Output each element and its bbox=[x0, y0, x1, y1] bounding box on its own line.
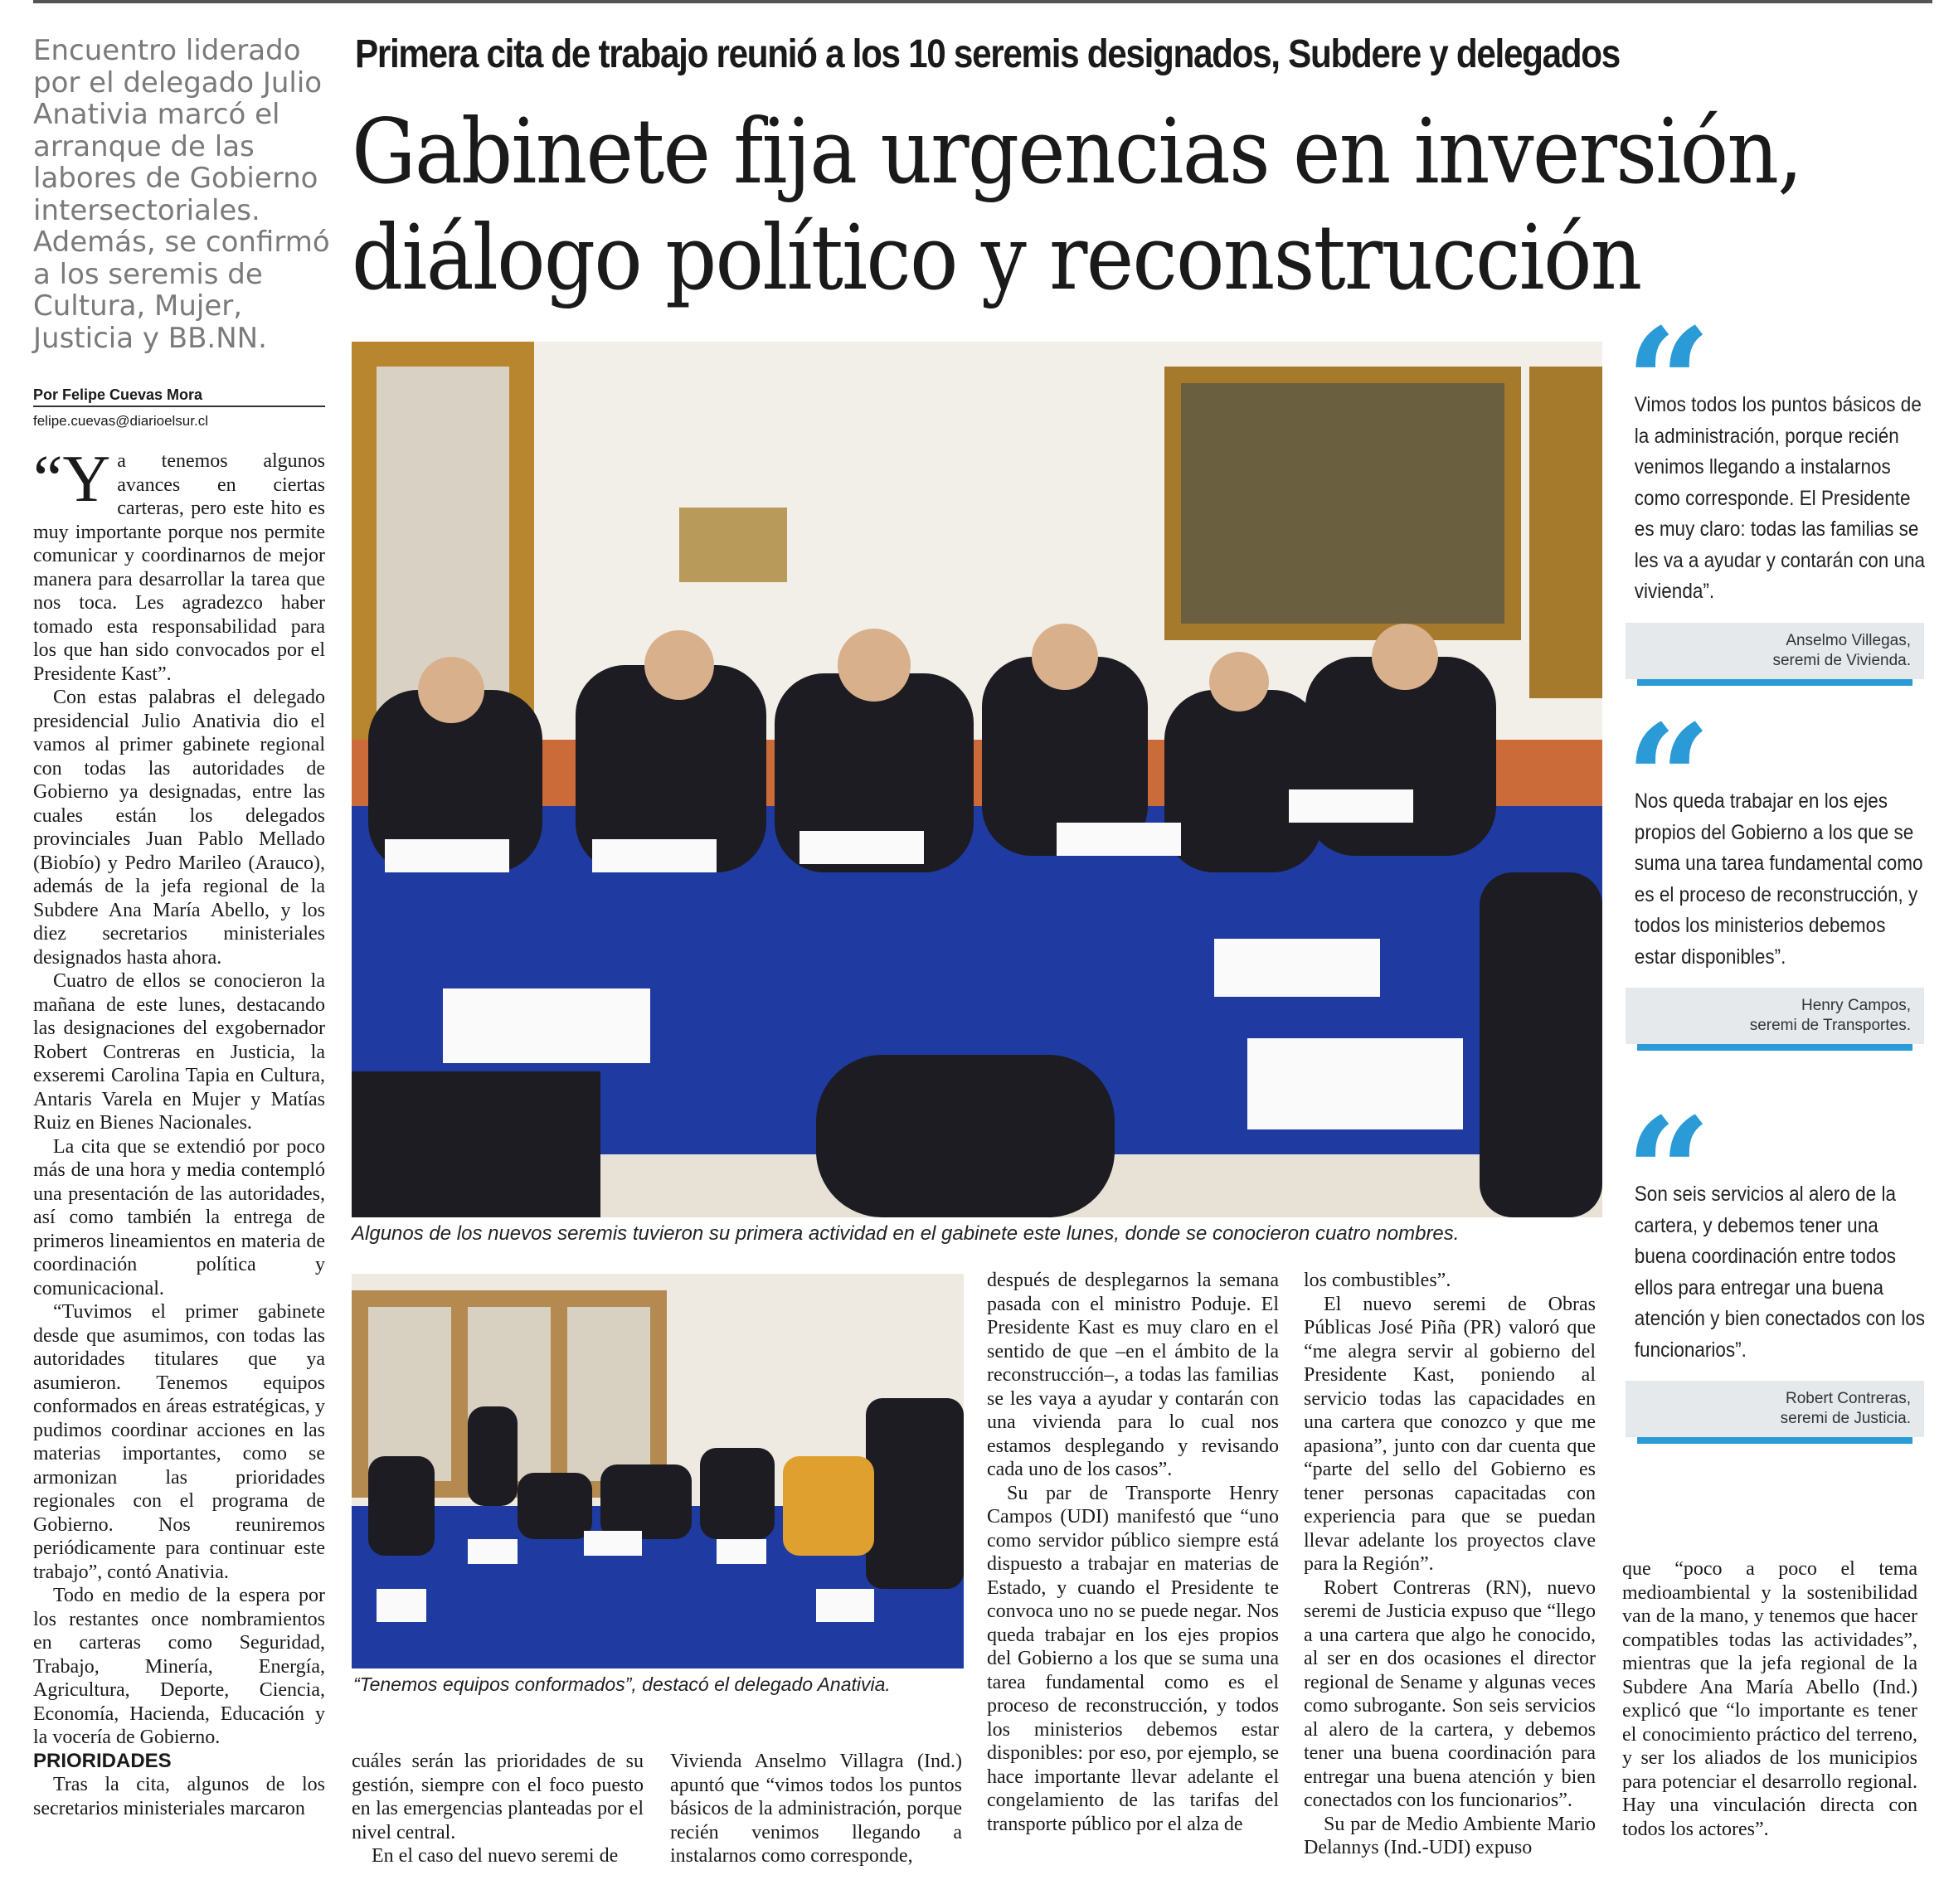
second-photo bbox=[352, 1274, 964, 1668]
paragraph: “Tuvimos el primer gabinete desde que asumimos, con todas las autoridades titulares que ya asumieron. Tenemos equipos conformados en áreas estratégicas, y pudimos coordinar acciones en las materias importantes, como se armonizan las prioridades regionales con el programa de Gobierno. Nos reuniremos periódicamente para continuar este trabajo”, contó Anativia. bbox=[33, 1301, 325, 1583]
body-column-3 bbox=[670, 1750, 962, 1868]
paragraph: los combustibles”. bbox=[1304, 1270, 1451, 1291]
pull-quote-attribution bbox=[1626, 623, 1924, 686]
pull-quote-attribution bbox=[1626, 988, 1924, 1051]
drop-cap: “Y bbox=[33, 443, 111, 516]
quote-author: Robert Contreras, bbox=[1785, 1390, 1911, 1407]
pull-quote-text: Son seis servicios al alero de la cartera, y debemos tener una buena coordinación entre todos ellos para entregar una buena atención y bien conectados con los funcionarios”. bbox=[1634, 1183, 1926, 1362]
pull-quote-3 bbox=[1626, 1086, 1926, 1444]
quote-mark-icon: “ bbox=[1626, 296, 1695, 471]
headline-line-1: Gabinete fija urgencias en inversión, bbox=[352, 100, 1802, 204]
subhead: PRIORIDADES bbox=[33, 1749, 172, 1772]
body-column-6 bbox=[1622, 1557, 1917, 1841]
paragraph: Con estas palabras el delegado presidencial Julio Anativia dio el vamos al primer gabinete regional con todas las autoridades de Gobierno ya designadas, entre las cuales están los delegados provinciales Juan Pablo Mellado (Biobío) y Pedro Marileo (Arauco), además de la jefa regional de la Subdere Ana María Abello, y los diez secretarios ministeriales designados hasta ahora. bbox=[33, 687, 325, 969]
quote-role: seremi de Justicia. bbox=[1780, 1410, 1911, 1427]
headline-line-2: diálogo político y reconstrucción bbox=[352, 206, 1641, 310]
quote-mark-icon: “ bbox=[1626, 1086, 1695, 1260]
quote-mark-icon: “ bbox=[1626, 692, 1695, 867]
paragraph: La cita que se extendió por poco más de una hora y media contempló una presentación de las autoridades, así como también la entrega de primeros lineamientos en materia de coordinación política y comunicacional. bbox=[33, 1135, 325, 1299]
quote-accent-bar bbox=[1637, 1437, 1912, 1444]
paragraph: Cuatro de ellos se conocieron la mañana de este lunes, destacando las designaciones del exgobernador Robert Contreras en Justicia, la exseremi Carolina Tapia en Cultura, Antaris Varela en Mujer y Matías Ruiz en Bienes Nacionales. bbox=[33, 970, 325, 1134]
paragraph: Robert Contreras (RN), nuevo seremi de Justicia expuso que “llego a una cartera que algo he conocido, al ser en dos ocasiones el director regional de Sename y algunas veces como subrogante. Son seis servicios al alero de la cartera, y debemos tener una buena coordinación para entregar una buena atención y bien conectados con los funcionarios”. bbox=[1304, 1576, 1596, 1811]
body-column-2 bbox=[352, 1750, 644, 1868]
paragraph: “Ya tenemos algunos avances en ciertas carteras, pero este hito es muy importante porque nos permite comunicar y coordinarnos de mejor manera para desarrollar la tarea que nos toca. Les agradezco haber tomado esta responsabilidad para los que han sido convocados por el Presidente Kast”. bbox=[33, 443, 325, 685]
paragraph: El nuevo seremi de Obras Públicas José Piña (PR) valoró que “me alegra servir al gobierno del Presidente Kast, poniendo al servicio todas las capacidades en una cartera que conozco y que me apasiona”, junto con dar cuenta que “parte del sello del Gobierno es tener personas capacitadas con experiencia para que se puedan llevar adelante los proyectos clave para la Región”. bbox=[1304, 1293, 1596, 1575]
paragraph: En el caso del nuevo seremi de bbox=[372, 1845, 619, 1867]
paragraph: que “poco a poco el tema medioambiental y la sostenibilidad van de la mano, y tenemos que hacer compatibles todas las actividades”, mientras que la jefa regional de la Subdere Ana María Abello (Ind.) explicó que “lo importante es tener el conocimiento práctico del terreno, y ser los aliados de los municipios para potenciar el desarrollo regional. Hay una vinculación directa con todos los actores”. bbox=[1622, 1558, 1917, 1840]
main-photo bbox=[352, 342, 1602, 1217]
body-column-1 bbox=[33, 443, 325, 1820]
quote-accent-bar bbox=[1637, 679, 1912, 686]
pull-quote-text: Nos queda trabajar en los ejes propios del Gobierno a los que se suma una tarea fundamental como es el proceso de reconstrucción, y todos los ministerios debemos estar disponibles”. bbox=[1634, 789, 1923, 969]
paragraph: Vivienda Anselmo Villagra (Ind.) apuntó que “vimos todos los puntos básicos de la administración, porque recién venimos llegando a instalarnos como corresponde, bbox=[670, 1751, 962, 1867]
paragraph: Su par de Medio Ambiente Mario Delannys (Ind.-UDI) expuso bbox=[1304, 1813, 1596, 1858]
paragraph: Tras la cita, algunos de los secretarios ministeriales marcaron bbox=[33, 1774, 325, 1819]
main-photo-caption: Algunos de los nuevos seremis tuvieron su primera actividad en el gabinete este lunes, donde se conocieron cuatro nombres. bbox=[352, 1222, 1460, 1245]
body-column-5 bbox=[1304, 1269, 1596, 1860]
quote-author: Anselmo Villegas, bbox=[1786, 631, 1911, 649]
pull-quote-1 bbox=[1626, 296, 1926, 686]
quote-accent-bar bbox=[1637, 1044, 1912, 1051]
paragraph: Su par de Transporte Henry Campos (UDI) manifestó que “uno como servidor público siempre está dispuesto a trabajar en materias de Estado, y cuando el Presidente te convoca uno no se puede negar. Nos queda trabajar en los ejes propios del Gobierno a los que se suma una tarea fundamental como es el proceso de reconstrucción, y todos los ministerios debemos estar disponibles: por eso, por ejemplo, se hace importante llevar adelante el congelamiento de las tarifas del transporte público por el alza de bbox=[987, 1482, 1279, 1835]
kicker: Primera cita de trabajo reunió a los 10 seremis designados, Subdere y delegados bbox=[355, 32, 1620, 76]
pull-quote-2 bbox=[1626, 692, 1924, 1051]
quote-author: Henry Campos, bbox=[1801, 997, 1911, 1014]
pull-quote-attribution bbox=[1626, 1381, 1924, 1444]
paragraph: cuáles serán las prioridades de su gestión, siempre con el foco puesto en las emergencias planteadas por el nivel central. bbox=[352, 1751, 644, 1843]
quote-role: seremi de Vivienda. bbox=[1772, 651, 1911, 669]
top-rule bbox=[33, 0, 1932, 3]
paragraph: después de desplegarnos la semana pasada con el ministro Poduje. El Presidente Kast es muy claro en el sentido de que –en el ámbito de la reconstrucción–, a todas las familias se les vaya a ayudar y contarán con una vivienda para lo cual nos estamos desplegando y revisando cada uno de los casos”. bbox=[987, 1270, 1279, 1480]
second-photo-caption: “Tenemos equipos conformados”, destacó el delegado Anativia. bbox=[353, 1673, 891, 1695]
byline: Por Felipe Cuevas Mora bbox=[33, 386, 325, 407]
headline bbox=[352, 100, 1802, 312]
lede: Encuentro liderado por el delegado Julio Anativia marcó el arranque de las labores de Gobierno intersectoriales. Además, se confirmó a los seremis de Cultura, Mujer, Justicia y BB.NN. bbox=[33, 34, 330, 355]
body-column-4 bbox=[987, 1269, 1279, 1836]
quote-role: seremi de Transportes. bbox=[1749, 1017, 1911, 1034]
author-email[interactable]: felipe.cuevas@diarioelsur.cl bbox=[33, 413, 208, 429]
paragraph: Todo en medio de la espera por los restantes once nombramientos en carteras como Seguridad, Trabajo, Minería, Energía, Agricultura, Deporte, Ciencia, Economía, Hacienda, Educación y la vocería de Gobierno. bbox=[33, 1585, 325, 1748]
pull-quote-text: Vimos todos los puntos básicos de la administración, porque recién venimos llegando a instalarnos como corresponde. El Presidente es muy claro: todas las familias se les va a ayudar y contarán con una vivienda”. bbox=[1634, 393, 1926, 603]
